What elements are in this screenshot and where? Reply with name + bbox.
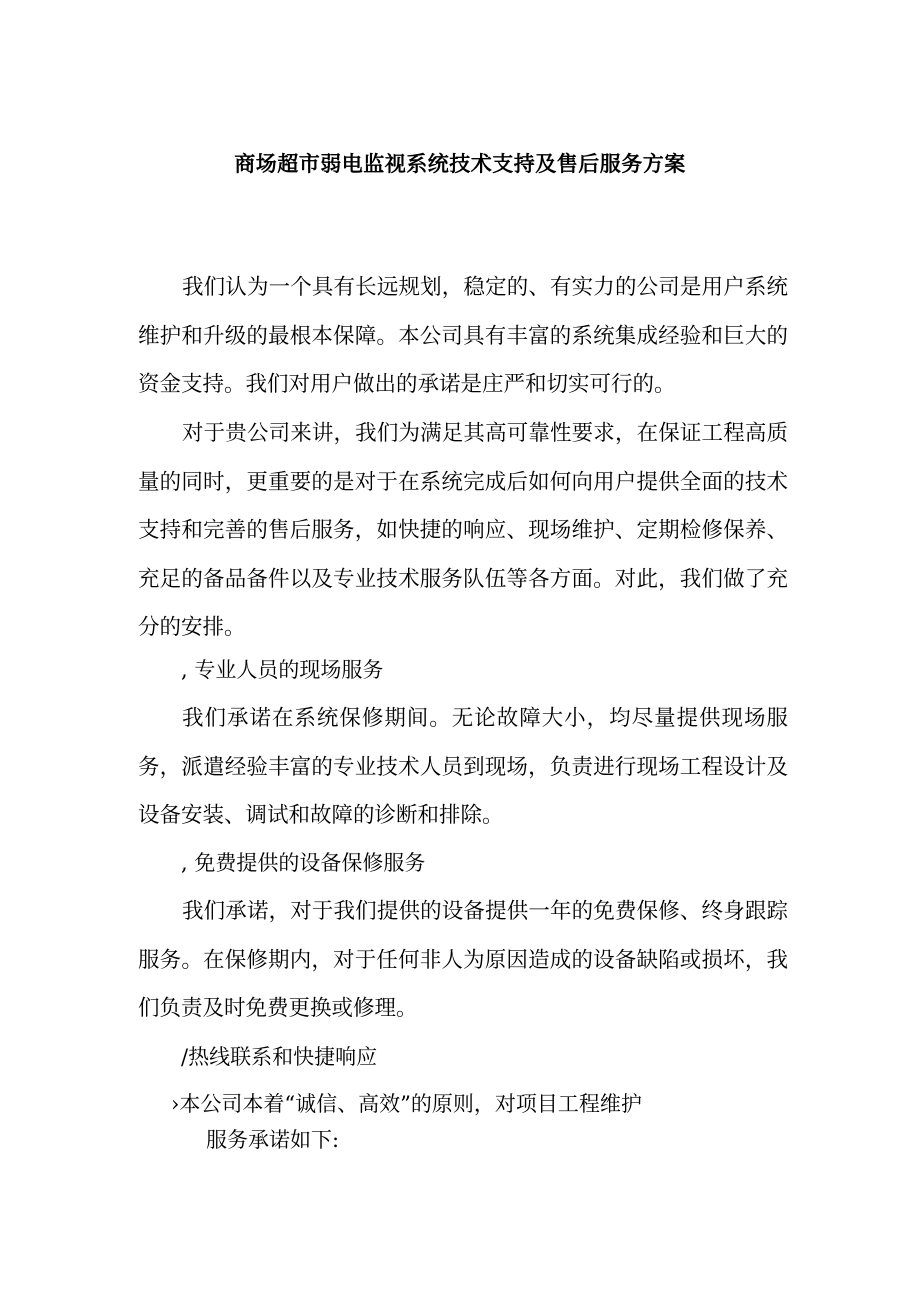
bullet-text-line2: 服务承诺如下: xyxy=(206,1128,340,1152)
section-body-warranty-service: 我们承诺，对于我们提供的设备提供一年的免费保修、终身跟踪服务。在保修期内，对于任何非人为原因造成的设备缺陷或损坏，我们负责及时免费更换或修理。 xyxy=(138,899,788,1021)
section-heading-hotline: /热线联系和快捷响应 xyxy=(181,1045,378,1069)
document-title: 商场超市弱电监视系统技术支持及售后服务方案 xyxy=(234,151,686,176)
bullet-text-line1: 本公司本着“诚信、高效”的原则，对项目工程维护 xyxy=(179,1092,642,1116)
bullet-marker-icon: › xyxy=(171,1092,180,1116)
support-paragraph: 对于贵公司来讲，我们为满足其高可靠性要求，在保证工程高质量的同时，更重要的是对于在系统完成后如何向用户提供全面的技术支持和完善的售后服务，如快捷的响应、现场维护、定期检修保养、充足的备品备件以及专业技术服务队伍等各方面。对此，我们做了充分的安排。 xyxy=(138,421,788,640)
bullet-item xyxy=(171,1086,642,1158)
section-heading-warranty-service: , 免费提供的设备保修服务 xyxy=(181,851,426,875)
section-heading-onsite-service: , 专业人员的现场服务 xyxy=(181,658,384,682)
section-body-onsite-service: 我们承诺在系统保修期间。无论故障大小，均尽量提供现场服务，派遣经验丰富的专业技术人员到现场，负责进行现场工程设计及设备安装、调试和故障的诊断和排除。 xyxy=(138,706,788,828)
intro-paragraph: 我们认为一个具有长远规划，稳定的、有实力的公司是用户系统维护和升级的最根本保障。本公司具有丰富的系统集成经验和巨大的资金支持。我们对用户做出的承诺是庄严和切实可行的。 xyxy=(138,275,788,397)
